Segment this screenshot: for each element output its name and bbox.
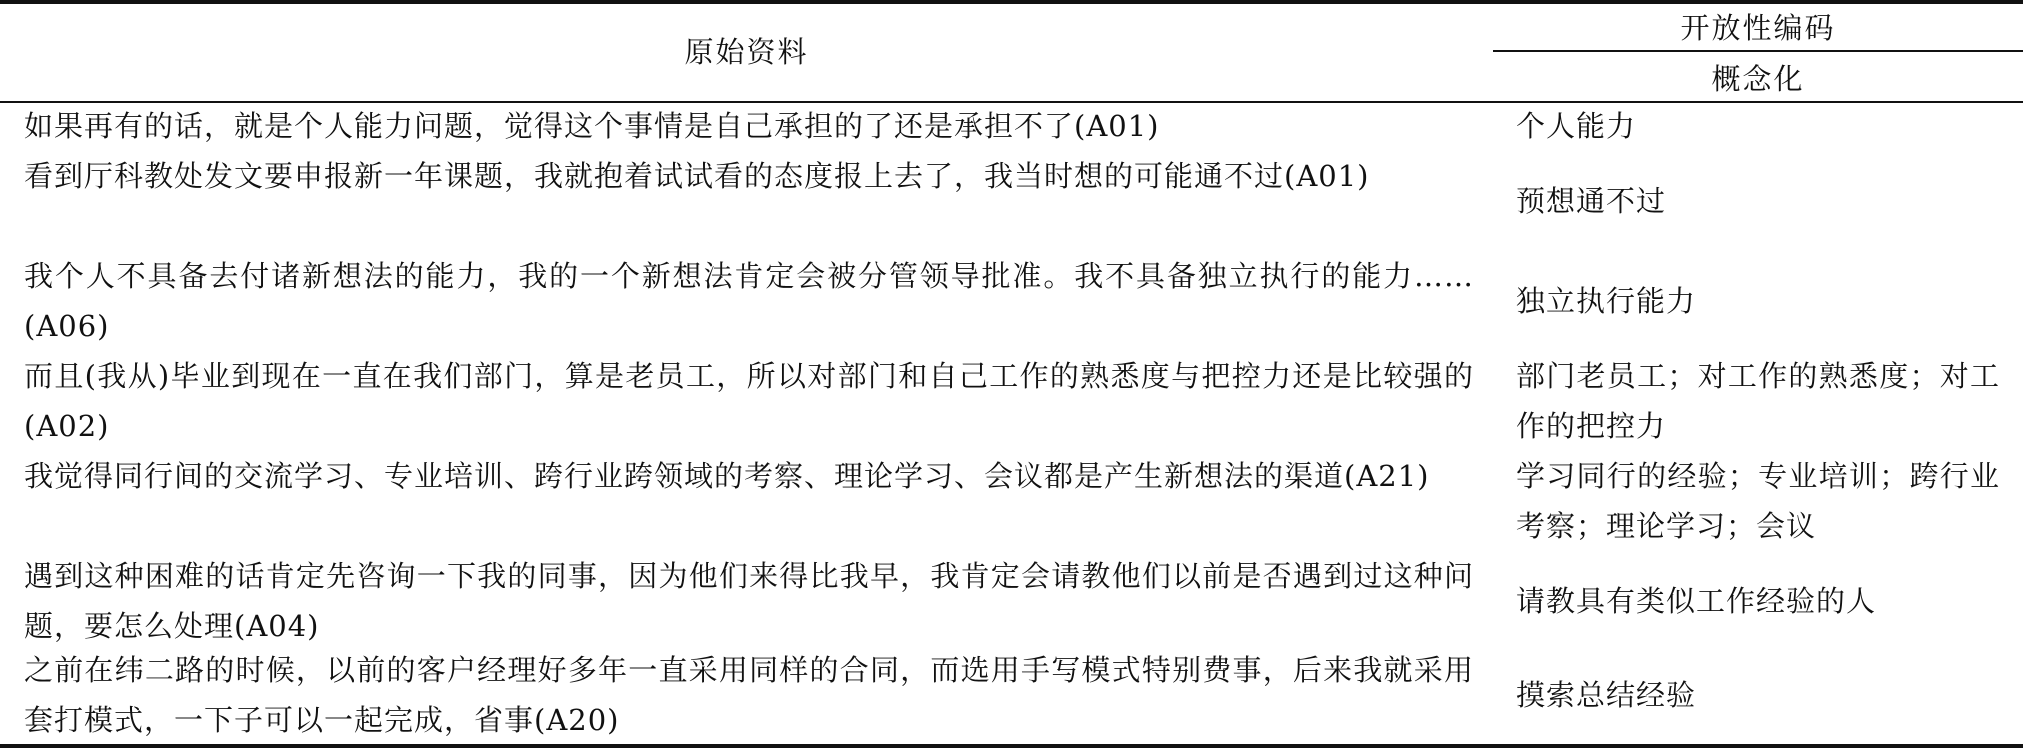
- header-sub-rule: [1493, 50, 2023, 52]
- row-concept: 预想通不过: [1516, 184, 1667, 218]
- header-open-coding: 开放性编码: [1680, 11, 1836, 45]
- row-concept: 摸索总结经验: [1516, 678, 1697, 712]
- table-row: [0, 451, 2023, 551]
- table-row: [0, 551, 2023, 651]
- table-row: [0, 645, 2023, 745]
- table-row: [0, 351, 2023, 451]
- row-concept: 独立执行能力: [1516, 284, 1697, 318]
- row-concept: 个人能力: [1516, 109, 1637, 143]
- table-row: [0, 101, 2023, 151]
- row-source-text: 遇到这种困难的话肯定先咨询一下我的同事，因为他们来得比我早，我肯定会请教他们以前是否遇到过这种问题，要怎么处理(A04): [24, 559, 1474, 643]
- header-source-column: 原始资料: [684, 35, 809, 69]
- row-source-text: 我个人不具备去付诸新想法的能力，我的一个新想法肯定会被分管领导批准。我不具备独立执行的能力……(A06): [24, 259, 1474, 343]
- row-source-text: 我觉得同行间的交流学习、专业培训、跨行业跨领域的考察、理论学习、会议都是产生新想法的渠道(A21): [24, 459, 1430, 493]
- row-source-text: 之前在纬二路的时候，以前的客户经理好多年一直采用同样的合同，而选用手写模式特别费事，后来我就采用套打模式，一下子可以一起完成，省事(A20): [24, 653, 1474, 737]
- row-source-text: 看到厅科教处发文要申报新一年课题，我就抱着试试看的态度报上去了，我当时想的可能通不过(A01): [24, 159, 1370, 193]
- table-row: [0, 151, 2023, 251]
- row-concept: 请教具有类似工作经验的人: [1516, 584, 1877, 618]
- table-row: [0, 251, 2023, 351]
- table-top-rule: [0, 0, 2023, 4]
- row-concept: 部门老员工；对工作的熟悉度；对工作的把控力: [1516, 359, 2000, 443]
- header-concept-column: 概念化: [1711, 62, 1805, 96]
- row-source-text: 而且(我从)毕业到现在一直在我们部门，算是老员工，所以对部门和自己工作的熟悉度与把控力还是比较强的(A02): [24, 359, 1474, 443]
- row-concept: 学习同行的经验；专业培训；跨行业考察；理论学习；会议: [1516, 459, 2000, 543]
- row-source-text: 如果再有的话，就是个人能力问题，觉得这个事情是自己承担的了还是承担不了(A01): [24, 109, 1160, 143]
- table-bottom-rule: [0, 744, 2023, 748]
